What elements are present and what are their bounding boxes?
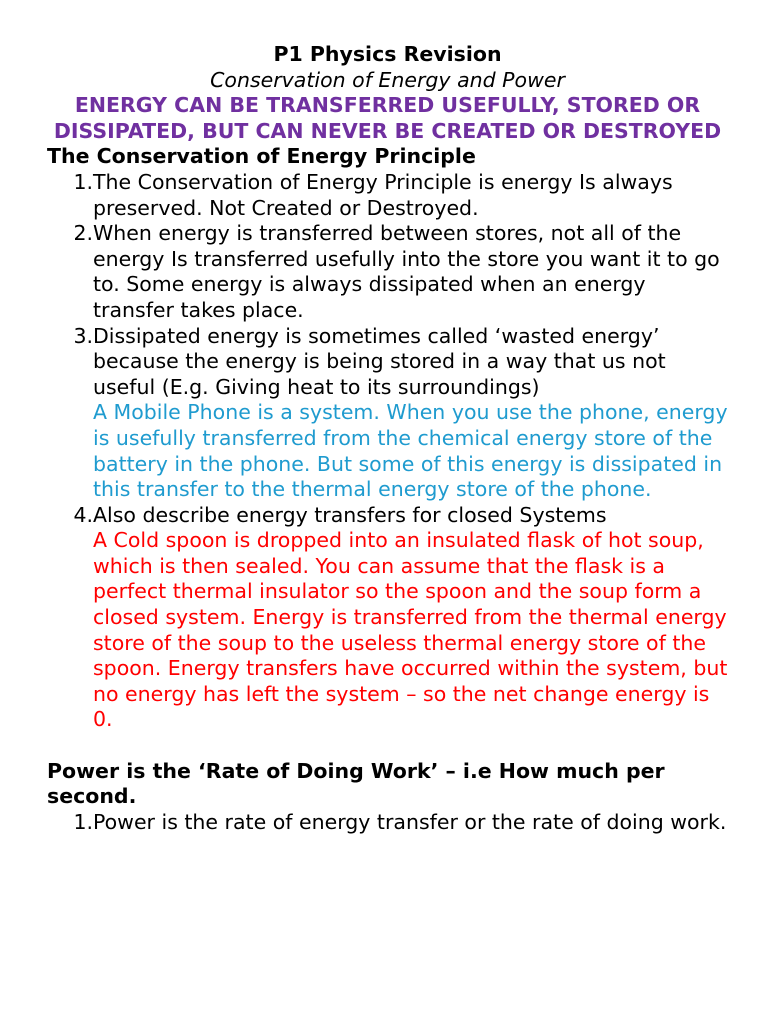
example-closed-system: A Cold spoon is dropped into an insulated flask of hot soup, which is then sealed. You can assume that the flask is a perfect thermal insulator so the spoon and the soup form a closed system. Energy is transferred from the thermal energy store of the soup to the useless thermal energy store of the spoon. Energy transfers have occurred within the system, but no energy has left the system – so the net change energy is 0. bbox=[93, 528, 728, 732]
list-item-number: 1. bbox=[73, 809, 93, 834]
example-mobile-phone: A Mobile Phone is a system. When you use the phone, energy is usefully transferred from the chemical energy store of the battery in the phone. But some of this energy is dissipated in this transfer to the thermal energy store of the phone. bbox=[93, 400, 728, 502]
list-item bbox=[47, 170, 728, 221]
conservation-list bbox=[47, 170, 728, 733]
list-item bbox=[47, 810, 728, 836]
list-item bbox=[47, 503, 728, 733]
list-item-text: Also describe energy transfers for closed Systems bbox=[93, 502, 607, 527]
list-item-body bbox=[93, 221, 728, 323]
list-item-text: The Conservation of Energy Principle is energy Is always preserved. Not Created or Destroyed. bbox=[93, 169, 673, 220]
section-heading-conservation: The Conservation of Energy Principle bbox=[47, 144, 476, 169]
list-item-text: Dissipated energy is sometimes called ‘wasted energy’ because the energy is being stored in a way that us not useful (E.g. Giving heat to its surroundings) bbox=[93, 323, 666, 399]
list-item-body bbox=[93, 170, 728, 221]
page-subtitle: Conservation of Energy and Power bbox=[210, 67, 565, 92]
power-list bbox=[47, 810, 728, 836]
list-item-body bbox=[93, 810, 728, 836]
section-heading-power: Power is the ‘Rate of Doing Work’ – i.e How much per second. bbox=[47, 758, 665, 809]
list-item-number: 1. bbox=[73, 169, 93, 194]
list-item-number: 4. bbox=[73, 502, 93, 527]
list-item bbox=[47, 221, 728, 323]
list-item-body bbox=[93, 324, 728, 503]
list-item-number: 2. bbox=[73, 221, 93, 246]
list-item-number: 3. bbox=[73, 323, 93, 348]
list-item bbox=[47, 324, 728, 503]
list-item-text: Power is the rate of energy transfer or the rate of doing work. bbox=[93, 809, 727, 834]
page-title: P1 Physics Revision bbox=[273, 42, 502, 66]
list-item-text: When energy is transferred between stores, not all of the energy Is transferred usefully into the store you want it to go to. Some energy is always dissipated when an energy transfer takes place. bbox=[93, 221, 720, 322]
list-item-body bbox=[93, 503, 728, 733]
blank-line bbox=[47, 733, 728, 759]
key-statement-banner: ENERGY CAN BE TRANSFERRED USEFULLY, STORED OR DISSIPATED, BUT CAN NEVER BE CREATED OR DESTROYED bbox=[53, 93, 722, 143]
